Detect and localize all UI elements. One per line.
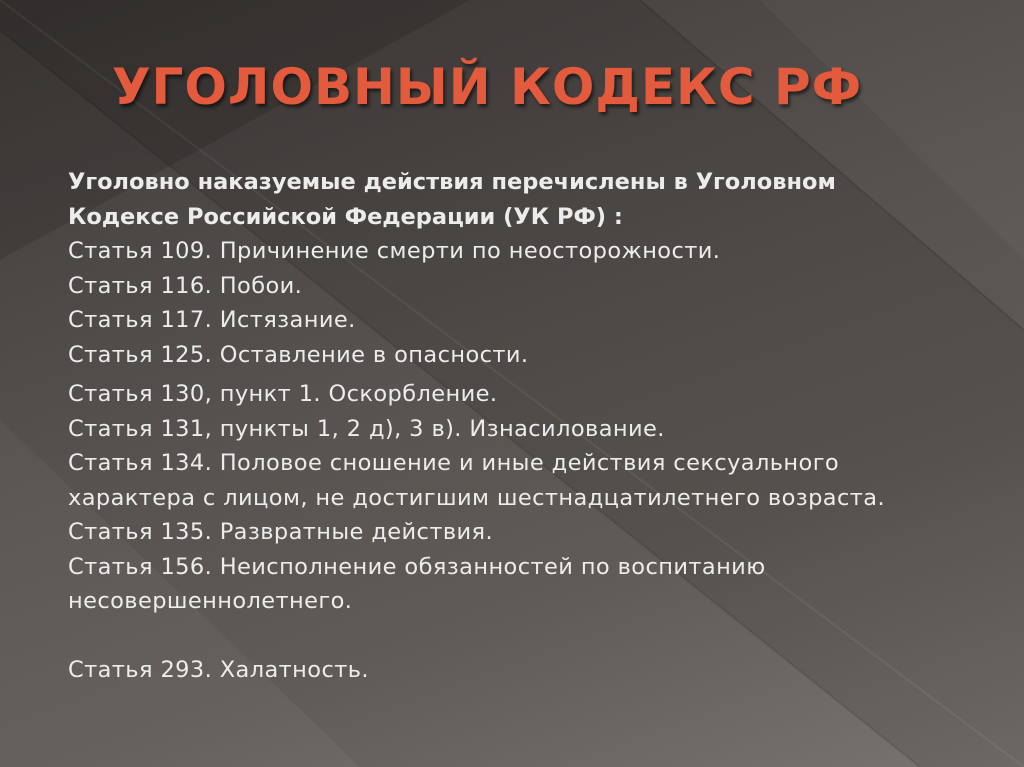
article-116: Статья 116. Побои. <box>68 272 303 299</box>
slide-title: УГОЛОВНЫЙ КОДЕКС РФ <box>112 58 863 116</box>
slide-content <box>68 165 968 687</box>
article-131: Статья 131, пункты 1, 2 д), 3 в). Изнасилование. <box>68 415 665 442</box>
article-109: Статья 109. Причинение смерти по неосторожности. <box>68 238 721 264</box>
article-135: Статья 135. Развратные действия. <box>68 519 494 545</box>
article-156: Статья 156. Неисполнение обязанностей по воспитанию несовершеннолетнего. <box>68 553 766 614</box>
article-130: Статья 130, пункт 1. Оскорбление. <box>68 381 498 407</box>
article-293: Статья 293. Халатность. <box>68 656 369 683</box>
article-117: Статья 117. Истязание. <box>68 307 356 333</box>
intro-line-2: Кодексе Российской Федерации (УК РФ) : <box>68 203 623 230</box>
article-134: Статья 134. Половое сношение и иные действия сексуального характера с лицом, не достигшим шестнадцатилетнего возраста. <box>68 450 886 511</box>
article-125: Статья 125. Оставление в опасности. <box>68 341 529 368</box>
intro-line-1: Уголовно наказуемые действия перечислены в Уголовном <box>68 169 836 195</box>
